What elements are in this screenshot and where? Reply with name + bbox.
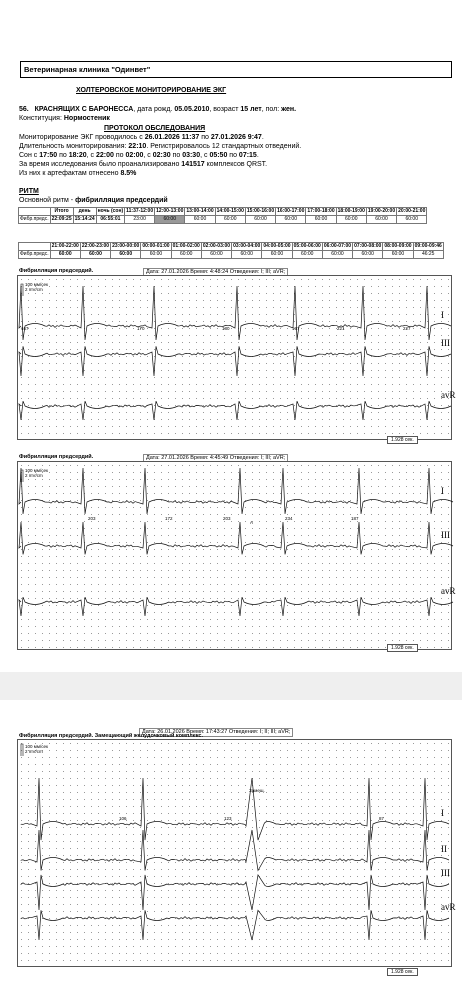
table-header-cell: 03:00-04:00 <box>233 242 261 249</box>
analyzed-complexes: За время исследования было проанализировано 141517 комплексов QRST. <box>19 161 268 168</box>
table-cell: 60:00 <box>336 216 366 224</box>
rr-interval-label: 123 <box>224 816 232 821</box>
table-cell: 60:00 <box>397 216 427 224</box>
lead-label: II <box>441 844 447 854</box>
artifacts-line: Из них к артефактам отнесено 8.5% <box>19 170 137 177</box>
table-header-cell: ночь (сон) <box>97 207 124 214</box>
ecg-strip-1 <box>17 268 456 444</box>
strip-title: Фибрилляция предсердий. <box>19 268 94 274</box>
beat-marker-label: A <box>250 520 254 525</box>
patient-line: 56. КРАСНЯЩИХ С БАРОНЕССА, дата рожд. 05.05.2010, возраст 15 лет, пол: жен. <box>19 106 297 113</box>
ecg-trace-lead <box>19 522 453 554</box>
table-header-cell: 01:00-02:00 <box>172 242 200 249</box>
rhythm-table-night <box>18 242 444 259</box>
rr-interval-label: 170 <box>137 326 145 331</box>
table-header-cell: день <box>73 208 96 216</box>
table-header-cell: 12:00-13:00 <box>156 207 184 214</box>
strip-info: Дата: 27.01.2026 Время: 4:45:49 Отведения: I; III; aVR; <box>143 454 288 463</box>
lead-label: I <box>441 310 444 320</box>
table-row-label: Фибр.предс. <box>20 215 49 222</box>
ecg-trace-lead <box>21 910 449 940</box>
table-row-label: Фибр.предс. <box>20 250 49 257</box>
table-header-cell: 11:37-12:00 <box>126 207 154 214</box>
ecg-trace-lead <box>21 830 449 871</box>
rr-interval-label: 227 <box>403 326 411 331</box>
rr-interval-label: 203 <box>223 516 231 521</box>
table-header-cell: 00:00-01:00 <box>142 242 170 249</box>
ecg-strip-2 <box>17 454 456 654</box>
table-header-cell: 20:00-21:00 <box>398 207 426 214</box>
rr-interval-label: 172 <box>165 516 173 521</box>
table-header-cell: 22:00-23:00 <box>81 242 110 249</box>
strip-duration: 1.928 сек. <box>387 968 418 976</box>
lead-label: III <box>441 868 450 878</box>
rr-interval-label: 187 <box>351 516 359 521</box>
report-page-2 <box>0 700 462 1000</box>
table-header-cell: 21:00-22:00 <box>51 242 79 249</box>
table-cell: 60:00 <box>276 216 306 224</box>
rr-interval-label: 203 <box>88 516 96 521</box>
page-separator <box>0 672 462 700</box>
beat-marker-label: Замещ. <box>249 788 265 793</box>
table-header-cell: 17:00-18:00 <box>307 207 335 214</box>
rr-interval-label: 167 <box>21 326 29 331</box>
strip-title: Фибрилляция предсердий. Замещающий желудочковый комплекс. <box>19 733 204 739</box>
table-cell: 60:00 <box>50 251 80 259</box>
calibration-label: 100 мм/сек 2 mV/cm <box>25 282 48 292</box>
rhythm-section-title: РИТМ <box>19 188 39 195</box>
table-cell: 60:00 <box>262 251 292 259</box>
ecg-traces <box>17 728 456 978</box>
calibration-pulse <box>21 470 23 482</box>
ecg-trace-lead <box>19 401 451 420</box>
lead-label: III <box>441 338 450 348</box>
rr-interval-label: 197 <box>292 326 300 331</box>
strip-duration: 1.928 сек. <box>387 436 418 444</box>
table-header-cell: 09:00-09:46 <box>414 242 442 249</box>
strip-duration: 1.928 сек. <box>387 644 418 652</box>
table-cell: 23:00 <box>125 216 155 224</box>
table-cell: 60:00 <box>383 251 413 259</box>
calibration-pulse <box>21 284 23 296</box>
ecg-trace-lead <box>19 468 453 514</box>
calibration-label: 100 мм/сек 2 mV/cm <box>25 468 48 478</box>
lead-label: avR <box>441 390 456 400</box>
strip-info: Дата: 27.01.2026 Время: 4:48:24 Отведения: I; III; aVR; <box>143 268 288 277</box>
table-cell: 60:00 <box>306 216 336 224</box>
table-cell: 60:00 <box>185 216 215 224</box>
monitoring-period: Мониторирование ЭКГ проводилось с 26.01.2026 11:37 по 27.01.2026 9:47. <box>19 134 264 141</box>
ecg-traces <box>17 268 456 444</box>
clinic-name: Ветеринарная клиника "Одинвет" <box>20 61 452 78</box>
table-header-cell: 16:00-17:00 <box>277 207 305 214</box>
table-header-cell: 18:00-19:00 <box>337 207 365 214</box>
rr-interval-label: 234 <box>285 516 293 521</box>
ecg-trace-lead <box>21 875 449 910</box>
ecg-traces <box>17 454 456 654</box>
table-cell: 15:14:24 <box>74 215 95 222</box>
table-cell: 60:00 <box>201 251 231 259</box>
rr-interval-label: 87 <box>379 816 385 821</box>
table-cell: 60:00 <box>322 251 352 259</box>
strip-info: Дата: 26.01.2026 Время: 17:43:27 Отведения: I; II; III; aVR; <box>139 728 293 737</box>
ecg-trace-lead <box>21 778 449 840</box>
calibration-pulse <box>21 744 23 756</box>
monitoring-duration: Длительность мониторирования: 22:10. Регистрировалось 12 стандартных отведений. <box>19 143 302 150</box>
table-header-cell: 15:00-16:00 <box>246 207 275 214</box>
table-cell: 60:00 <box>80 251 110 259</box>
report-title: ХОЛТЕРОВСКОЕ МОНИТОРИРОВАНИЕ ЭКГ <box>76 87 227 94</box>
table-header-cell: 05:00-06:00 <box>293 242 321 249</box>
rr-interval-label: 221 <box>337 326 345 331</box>
ecg-trace-lead <box>19 346 451 376</box>
table-header-cell: Итого <box>50 208 73 216</box>
constitution-line: Конституция: Нормостеник <box>19 115 110 122</box>
ecg-strip-3 <box>17 728 456 978</box>
table-cell: 60:00 <box>111 251 141 259</box>
ecg-trace-lead <box>19 286 451 340</box>
table-cell: 60:00 <box>141 251 171 259</box>
table-header-cell: 08:00-09:00 <box>384 242 412 249</box>
ecg-trace-lead <box>19 597 453 616</box>
table-cell: 60:00 <box>232 251 262 259</box>
lead-label: avR <box>441 586 456 596</box>
lead-label: III <box>441 530 450 540</box>
table-header-cell: 07:00-08:00 <box>354 242 382 249</box>
table-cell: 60:00 <box>155 216 185 224</box>
calibration-label: 100 мм/сек 2 mV/cm <box>25 744 48 754</box>
table-header-cell: 06:00-07:00 <box>323 242 352 249</box>
table-header-cell: 23:00-00:00 <box>112 242 140 249</box>
table-cell: 60:00 <box>292 251 322 259</box>
lead-label: I <box>441 486 444 496</box>
protocol-title: ПРОТОКОЛ ОБСЛЕДОВАНИЯ <box>104 125 206 132</box>
table-cell: 22:09:25 <box>51 215 72 222</box>
lead-label: I <box>441 808 444 818</box>
table-header-cell: 19:00-20:00 <box>367 207 396 214</box>
table-cell: 06:55:01 <box>96 216 125 224</box>
table-header-cell: 13:00-14:00 <box>186 207 214 214</box>
table-cell: 46:25 <box>413 251 443 259</box>
base-rhythm: Основной ритм - фибрилляция предсердий <box>19 197 168 204</box>
table-cell: 60:00 <box>353 251 383 259</box>
rr-interval-label: 180 <box>222 326 230 331</box>
strip-title: Фибрилляция предсердий. <box>19 454 94 460</box>
table-header-cell: 14:00-15:00 <box>216 207 244 214</box>
table-header-cell: 04:00-05:00 <box>263 242 291 249</box>
sleep-periods: Сон с 17:50 по 18:20, с 22:00 по 02:00, с 02:30 по 03:30, с 05:50 по 07:15. <box>19 152 259 159</box>
table-cell: 60:00 <box>171 251 201 259</box>
table-cell: 60:00 <box>215 216 245 224</box>
table-header-cell: 02:00-03:00 <box>202 242 231 249</box>
rr-interval-label: 106 <box>119 816 127 821</box>
table-cell: 60:00 <box>245 216 275 224</box>
table-cell: 60:00 <box>366 216 396 224</box>
rhythm-table-day <box>18 207 427 224</box>
lead-label: avR <box>441 902 456 912</box>
